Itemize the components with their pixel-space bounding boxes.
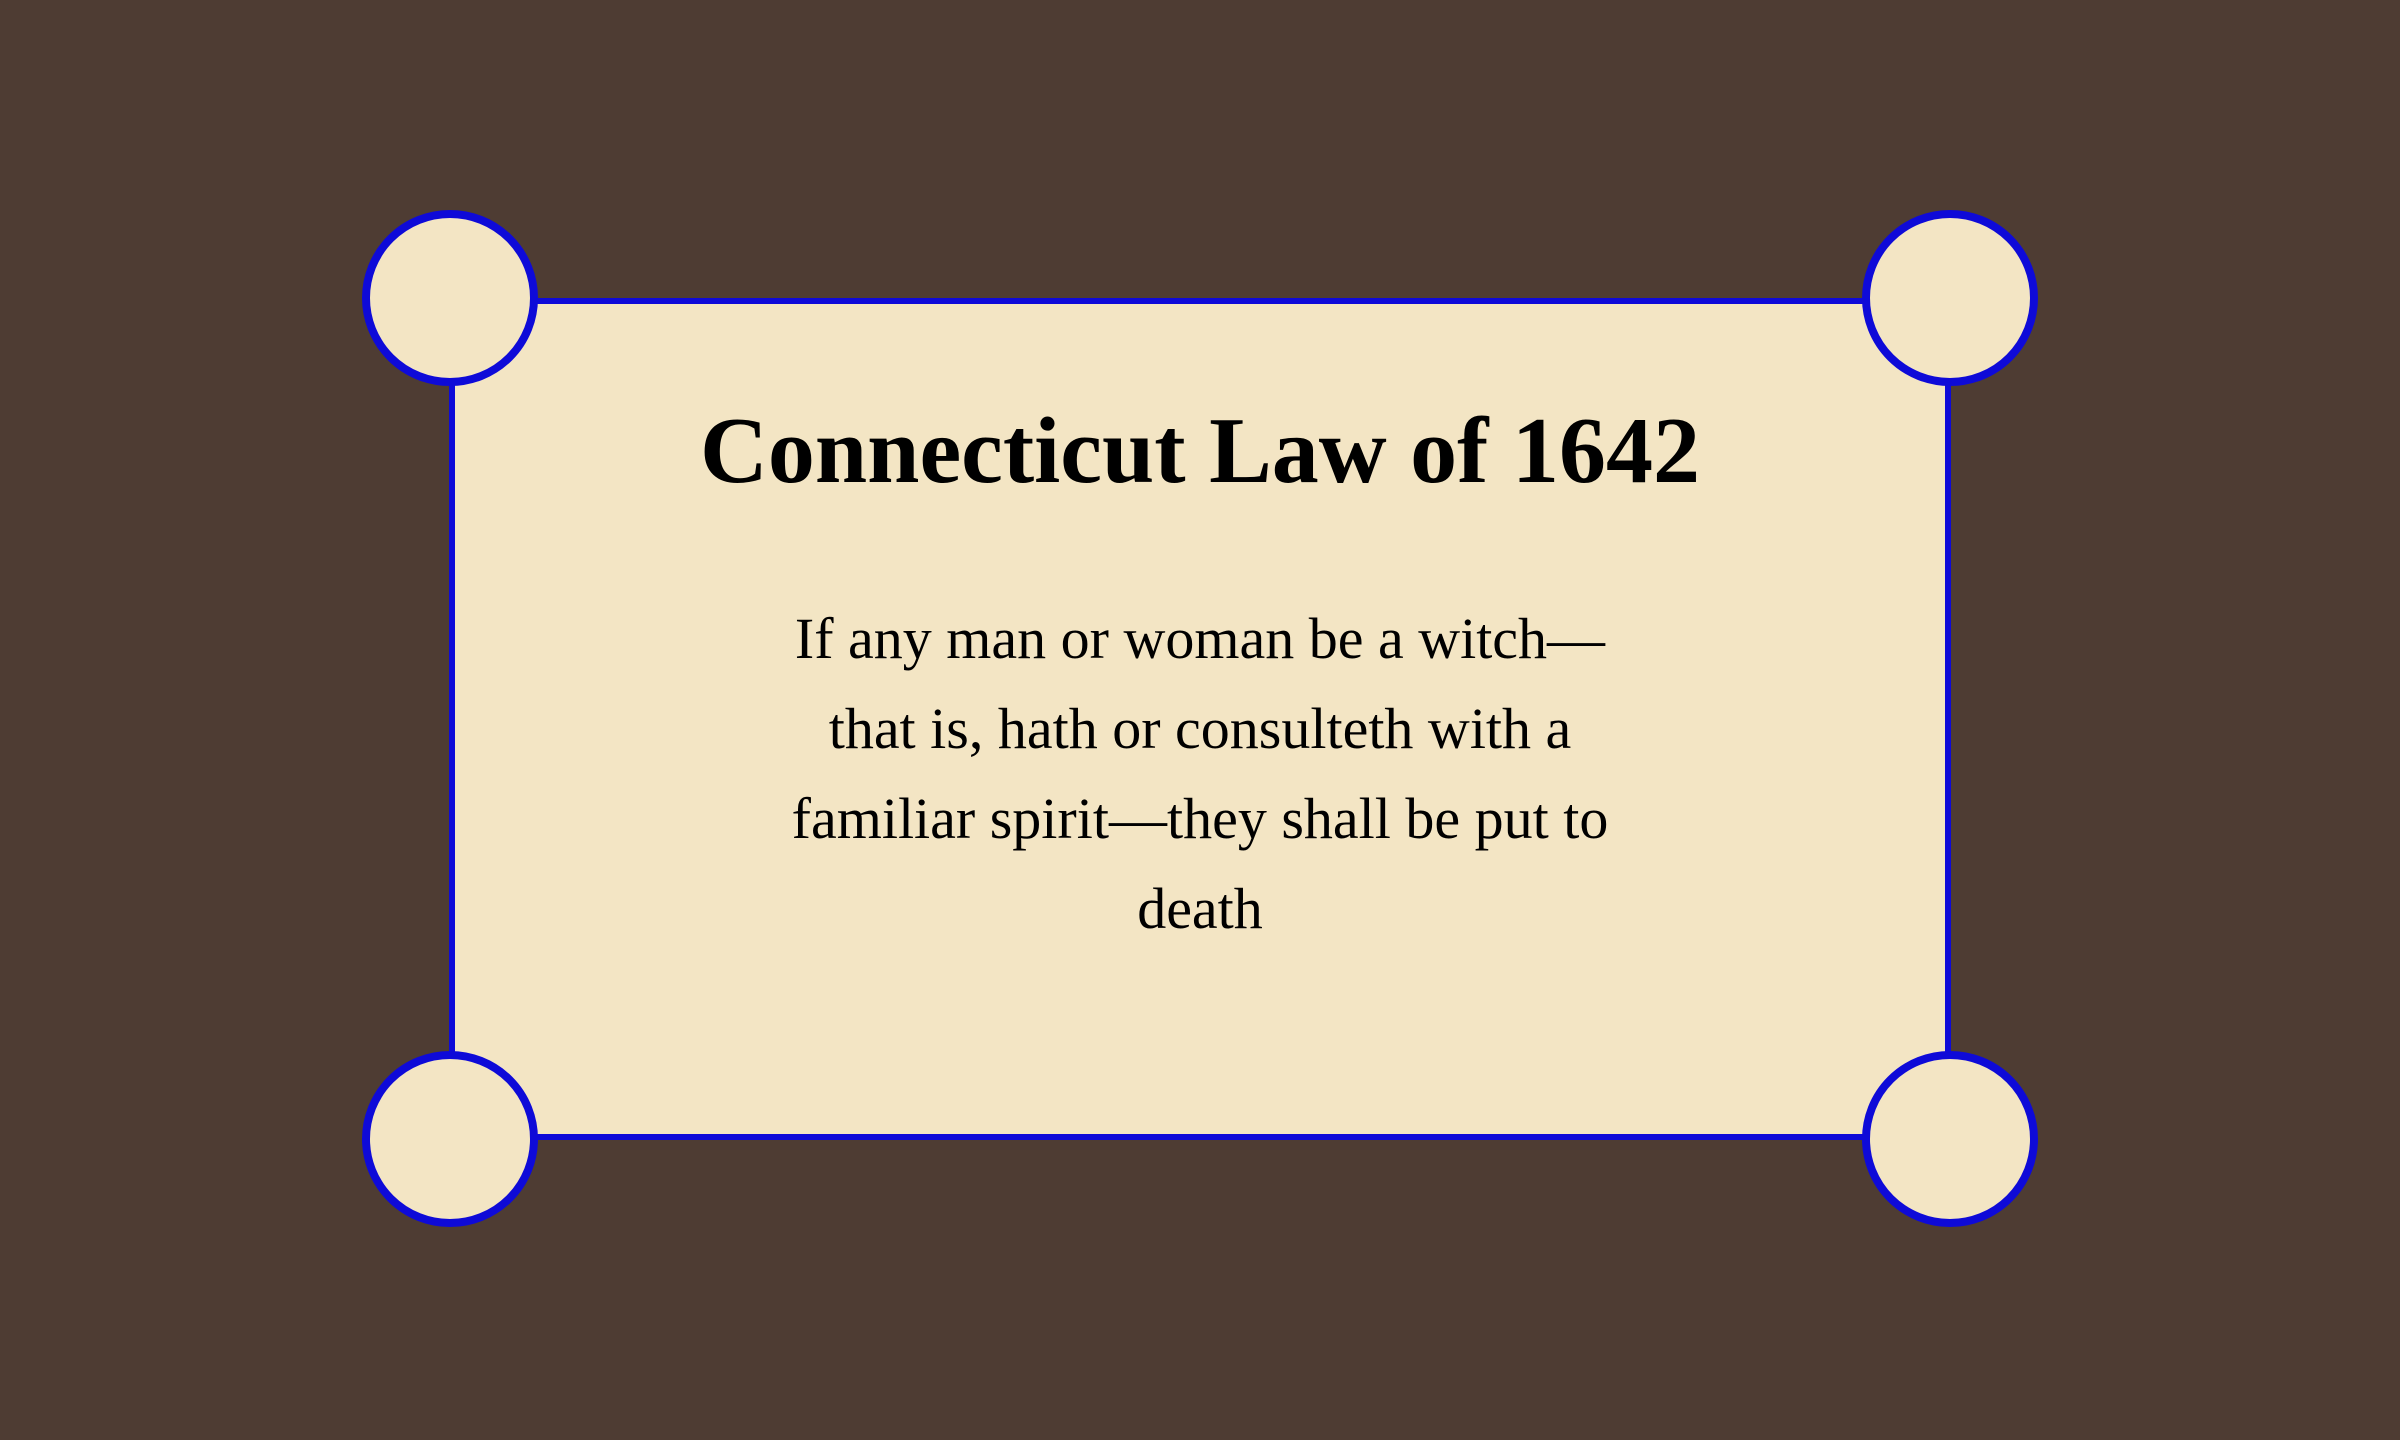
corner-circle-top-right bbox=[1862, 210, 2038, 386]
corner-circle-top-left bbox=[362, 210, 538, 386]
corner-circle-bottom-right bbox=[1862, 1051, 2038, 1227]
corner-circle-bottom-left bbox=[362, 1051, 538, 1227]
law-quote: If any man or woman be a witch—that is, hath or consulteth with a familiar spirit—they shall be put to death bbox=[791, 606, 1609, 941]
card-title: Connecticut Law of 1642 bbox=[700, 399, 1700, 503]
